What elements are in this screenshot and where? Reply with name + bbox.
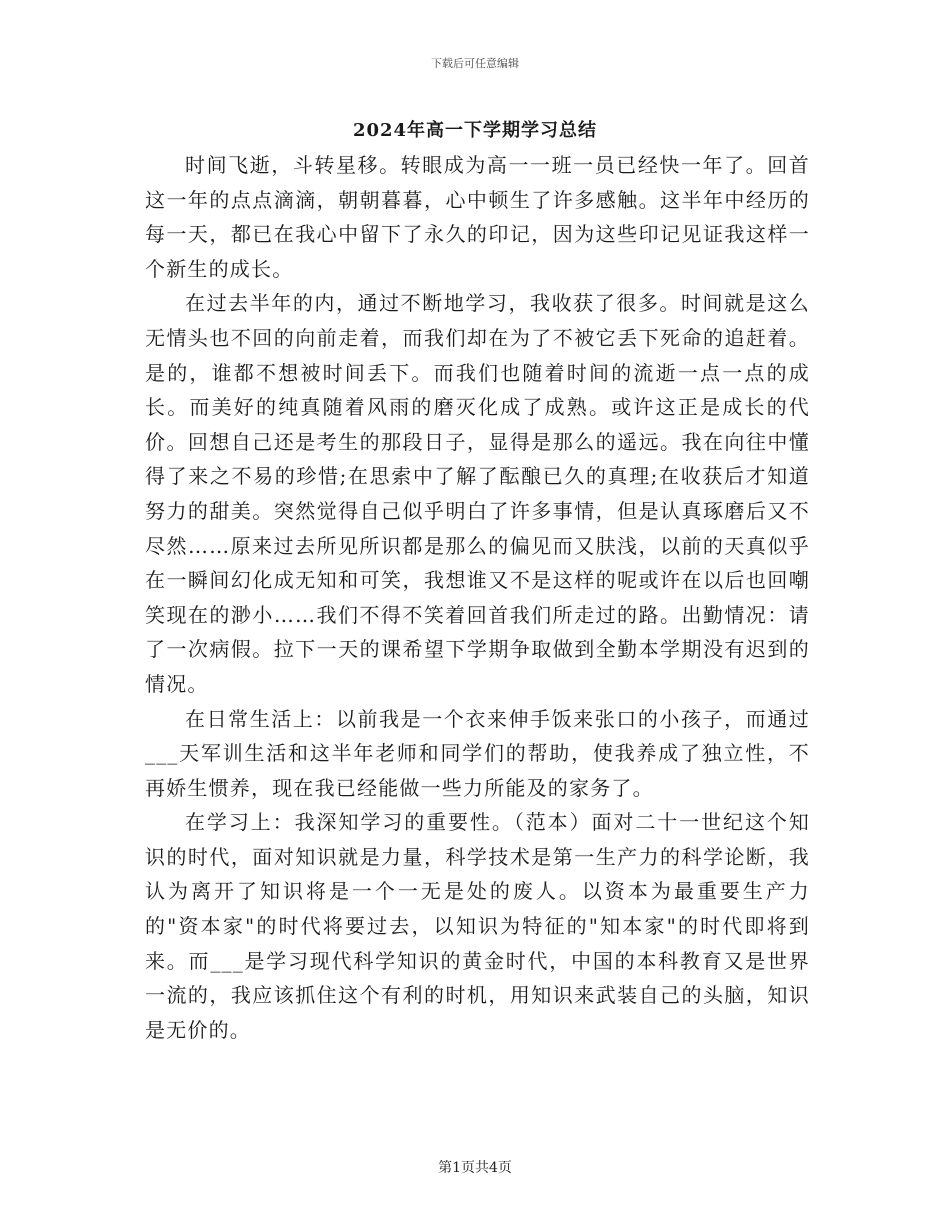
paragraph-daily-life: 在日常生活上：以前我是一个衣来伸手饭来张口的小孩子，而通过___天军训生活和这半年老师和同学们的帮助，使我养成了独立性，不再娇生惯养，现在我已经能做一些力所能及的家务了。 — [145, 706, 810, 800]
paragraph-study: 在学习上：我深知学习的重要性。（范本）面对二十一世纪这个知识的时代，面对知识就是力量，科学技术是第一生产力的科学论断，我认为离开了知识将是一个一无是处的废人。以资本为最重要生产力的"资本家"的时代将要过去，以知识为特征的"知本家"的时代即将到来。而___是学习现代科学知识的黄金时代，中国的本科教育又是世界一流的，我应该抓住这个有利的时机，用知识来武装自己的头脑，知识是无价的。 — [145, 810, 810, 1042]
paragraph-growth: 在过去半年的内，通过不断地学习，我收获了很多。时间就是这么无情头也不回的向前走着，而我们却在为了不被它丢下死命的追赶着。是的，谁都不想被时间丢下。而我们也随着时间的流逝一点一点的成长。而美好的纯真随着风雨的磨灭化成了成熟。或许这正是成长的代价。回想自己还是考生的那段日子，显得是那么的遥远。我在向往中懂得了来之不易的珍惜;在思索中了解了酝酿已久的真理;在收获后才知道努力的甜美。突然觉得自己似乎明白了许多事情，但是认真琢磨后又不尽然……原来过去所见所识都是那么的偏见而又肤浅，以前的天真似乎在一瞬间幻化成无知和可笑，我想谁又不是这样的呢或许在以后也回嘲笑现在的渺小……我们不得不笑着回首我们所走过的路。出勤情况：请了一次病假。拉下一天的课希望下学期争取做到全勤本学期没有迟到的情况。 — [145, 291, 810, 696]
page-number: 第1页共4页 — [438, 1160, 512, 1176]
document-title: 2024年高一下学期学习总结 — [352, 120, 598, 141]
document-body — [145, 148, 810, 1047]
header-note: 下载后可任意编辑 — [431, 57, 519, 70]
paragraph-intro: 时间飞逝，斗转星移。转眼成为高一一班一员已经快一年了。回首这一年的点点滴滴，朝朝暮暮，心中顿生了许多感触。这半年中经历的每一天，都已在我心中留下了永久的印记，因为这些印记见证我这样一个新生的成长。 — [145, 153, 810, 281]
